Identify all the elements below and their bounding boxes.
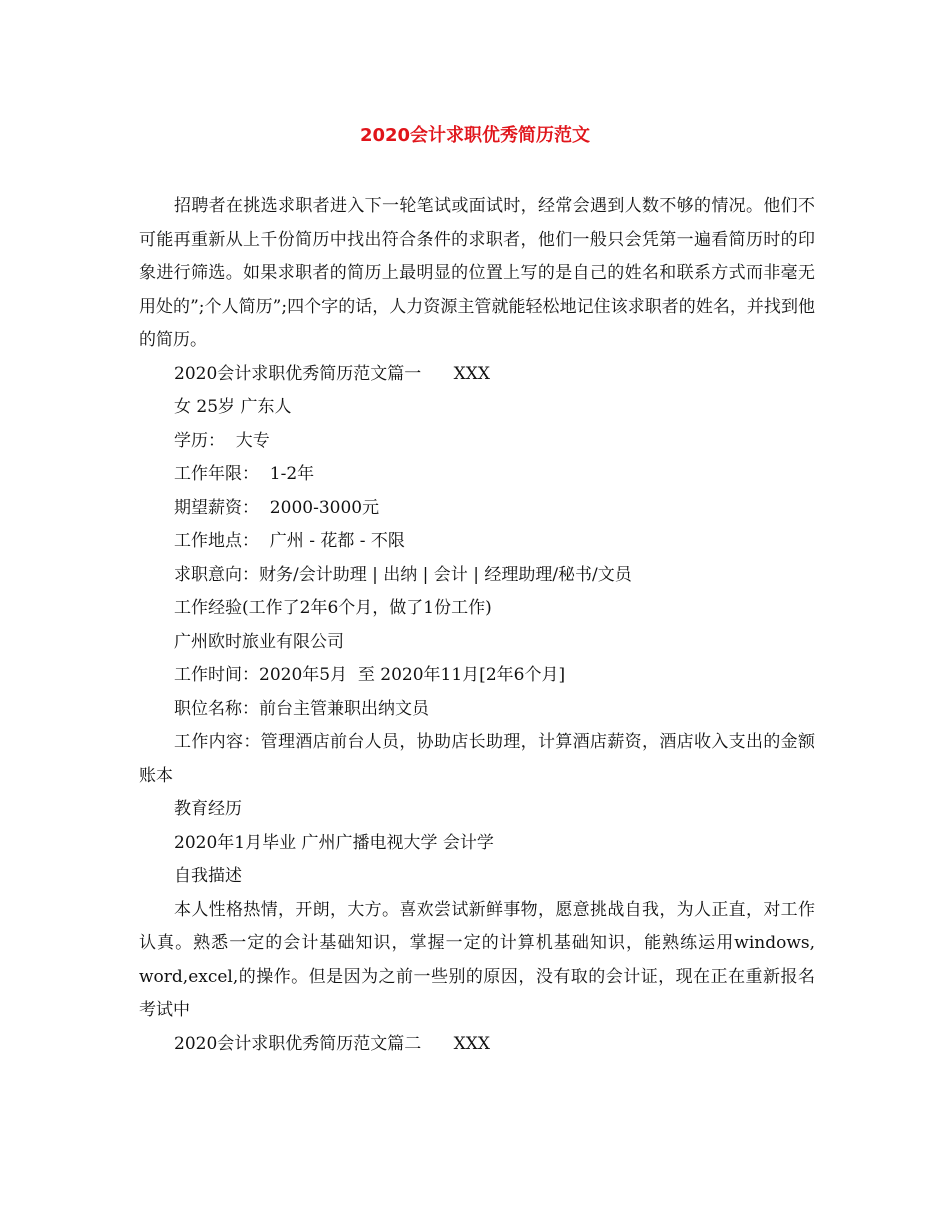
job-title-line: 职位名称：前台主管兼职出纳文员 <box>174 698 429 719</box>
document-title: 2020会计求职优秀简历范文 <box>359 125 591 146</box>
document-body <box>139 190 821 1061</box>
work-years-line: 工作年限： 1-2年 <box>174 464 315 484</box>
resume-one-heading: 2020会计求职优秀简历范文篇一 XXX <box>174 363 490 384</box>
work-period-line: 工作时间：2020年5月 至 2020年11月[2年6个月] <box>174 665 566 685</box>
resume-two-heading: 2020会计求职优秀简历范文篇二 XXX <box>174 1033 490 1054</box>
education-level-line: 学历： 大专 <box>174 430 270 451</box>
work-location-line: 工作地点： 广州 - 花都 - 不限 <box>174 531 405 551</box>
self-description-paragraph: 本人性格热情，开朗，大方。喜欢尝试新鲜事物，愿意挑战自我，为人正直，对工作认真。熟悉一定的会计基础知识，掌握一定的计算机基础知识，能熟练运用windows, word,excel,的操作。但是因为之前一些别的原因，没有取的会计证，现在正在重新报名考试中 <box>139 899 821 1020</box>
company-name-line: 广州欧时旅业有限公司 <box>174 631 344 652</box>
education-heading: 教育经历 <box>174 799 242 819</box>
job-intention-line: 求职意向：财务/会计助理 | 出纳 | 会计 | 经理助理/秘书/文员 <box>174 564 632 585</box>
intro-paragraph: 招聘者在挑选求职者进入下一轮笔试或面试时，经常会遇到人数不够的情况。他们不可能再重新从上千份简历中找出符合条件的求职者，他们一般只会凭第一遍看简历时的印象进行筛选。如果求职者的简历上最明显的位置上写的是自己的姓名和联系方式而非毫无用处的”;个人简历”;四个字的话，人力资源主管就能轻松地记住该求职者的姓名，并找到他的简历。 <box>139 196 815 350</box>
work-experience-heading: 工作经验(工作了2年6个月，做了1份工作) <box>174 598 492 618</box>
graduation-line: 2020年1月毕业 广州广播电视大学 会计学 <box>174 832 494 853</box>
basic-info-line: 女 25岁 广东人 <box>174 397 292 417</box>
job-content-paragraph: 工作内容：管理酒店前台人员，协助店长助理，计算酒店薪资，酒店收入支出的金额账本 <box>139 732 815 786</box>
expected-salary-line: 期望薪资： 2000-3000元 <box>174 497 380 518</box>
self-description-heading: 自我描述 <box>174 866 242 886</box>
